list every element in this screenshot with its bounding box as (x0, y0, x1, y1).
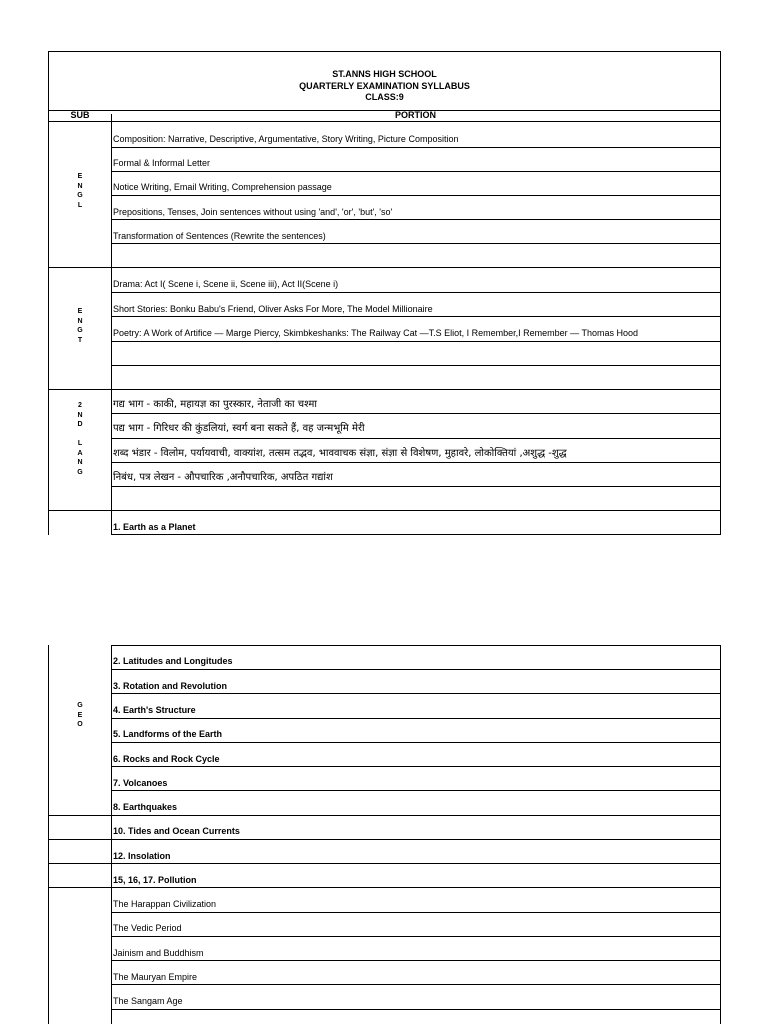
row-rule (111, 790, 720, 791)
row-rule (111, 341, 720, 342)
row-rule (111, 936, 720, 937)
column-header-rule (49, 121, 720, 122)
portion-row: 1. Earth as a Planet (113, 522, 196, 532)
portion-row: Short Stories: Bonku Babu's Friend, Oliver Asks For More, The Model Millionaire (113, 304, 433, 314)
row-rule (111, 171, 720, 172)
row-rule (111, 413, 720, 414)
portion-row: 7. Volcanoes (113, 778, 168, 788)
portion-row: Formal & Informal Letter (113, 158, 211, 168)
school-name: ST.ANNS HIGH SCHOOL (332, 69, 437, 79)
class-label: CLASS:9 (365, 92, 404, 102)
portion-row: Drama: Act I( Scene i, Scene ii, Scene iii), Act II(Scene i) (113, 279, 339, 289)
portion-row: The Mauryan Empire (113, 972, 198, 982)
row-rule (111, 365, 720, 366)
row-rule (111, 147, 720, 148)
column-divider (111, 645, 112, 1024)
row-rule (111, 438, 720, 439)
section-rule (49, 839, 720, 840)
subject-engl: E N G L (77, 173, 83, 209)
section-rule (49, 863, 720, 864)
row-rule (111, 912, 720, 913)
row-rule (111, 243, 720, 244)
section-rule (49, 389, 720, 390)
portion-row: Notice Writing, Email Writing, Comprehension passage (113, 182, 332, 192)
portion-row: 5. Landforms of the Earth (113, 729, 223, 739)
row-rule (111, 645, 720, 646)
row-rule (111, 693, 720, 694)
row-rule (111, 669, 720, 670)
subject-engt: E N G T (77, 308, 83, 344)
row-rule (111, 486, 720, 487)
subject-2nd-lang: 2 N D L A N G (77, 402, 83, 476)
portion-row: 2. Latitudes and Longitudes (113, 656, 233, 666)
subject-geo: G E O (77, 702, 83, 728)
column-divider (111, 114, 112, 535)
portion-row: निबंध, पत्र लेखन - औपचारिक ,अनौपचारिक, अपठित गद्यांश (113, 472, 333, 483)
row-rule (111, 462, 720, 463)
portion-row: 10. Tides and Ocean Currents (113, 826, 240, 836)
portion-row: 12. Insolation (113, 851, 171, 861)
portion-row: Prepositions, Tenses, Join sentences without using 'and', 'or', 'but', 'so' (113, 207, 393, 217)
portion-row: 15, 16, 17. Pollution (113, 875, 197, 885)
row-rule (111, 766, 720, 767)
portion-row: Composition: Narrative, Descriptive, Argumentative, Story Writing, Picture Composition (113, 134, 459, 144)
syllabus-table-page-1 (48, 51, 721, 535)
portion-row: The Sangam Age (113, 996, 183, 1006)
portion-row: Poetry: A Work of Artifice — Marge Piercy, Skimbkeshanks: The Railway Cat —T.S Eliot, I Remember,I Remember — Thomas Hood (113, 328, 639, 338)
portion-row: 6. Rocks and Rock Cycle (113, 754, 220, 764)
portion-row: 8. Earthquakes (113, 802, 178, 812)
section-rule (49, 815, 720, 816)
row-rule (111, 984, 720, 985)
row-rule (111, 534, 720, 535)
row-rule (111, 742, 720, 743)
exam-title: QUARTERLY EXAMINATION SYLLABUS (299, 81, 470, 91)
row-rule (111, 195, 720, 196)
portion-row: शब्द भंडार - विलोम, पर्यायवाची, वाक्यांश, तत्सम तद्भव, भाववाचक संज्ञा, संज्ञा से विशेषण, मुहावरे, लोकोक्तियां ,अशुद्ध -शुद्ध (113, 448, 567, 459)
row-rule (111, 1009, 720, 1010)
portion-row: 4. Earth's Structure (113, 705, 196, 715)
portion-row: The Harappan Civilization (113, 899, 217, 909)
row-rule (111, 316, 720, 317)
portion-row: 3. Rotation and Revolution (113, 681, 227, 691)
row-rule (111, 718, 720, 719)
sub-column-header: SUB (70, 110, 90, 120)
row-rule (111, 292, 720, 293)
portion-row: गद्य भाग - काकी, महायज्ञ का पुरस्कार, नेताजी का चश्मा (113, 399, 317, 410)
syllabus-table-page-2 (48, 645, 721, 1024)
section-rule (49, 267, 720, 268)
portion-row: पद्य भाग - गिरिधर की कुंडलियां, स्वर्ग बना सकते हैं, वह जन्मभूमि मेरी (113, 423, 365, 434)
portion-column-header: PORTION (394, 110, 436, 120)
row-rule (111, 219, 720, 220)
portion-row: Jainism and Buddhism (113, 948, 204, 958)
section-rule (49, 887, 720, 888)
portion-row: The Vedic Period (113, 923, 182, 933)
section-rule (49, 510, 720, 511)
row-rule (111, 960, 720, 961)
portion-row: Transformation of Sentences (Rewrite the sentences) (113, 231, 326, 241)
